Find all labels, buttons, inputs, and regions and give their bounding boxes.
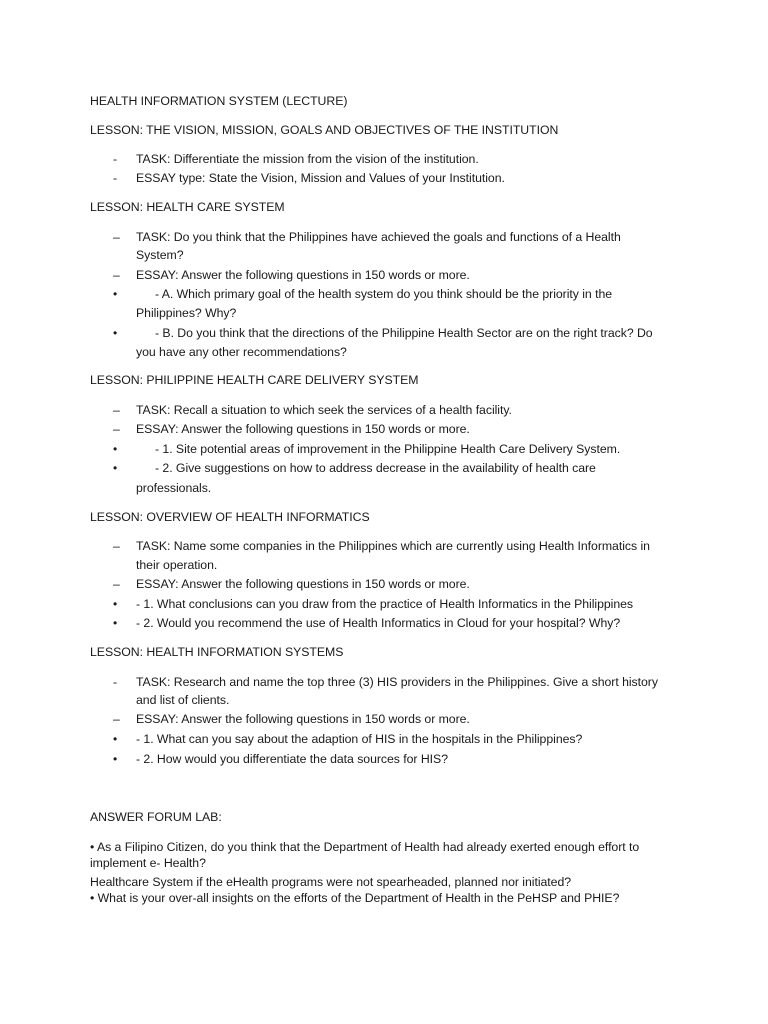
list-marker: – [113, 422, 120, 436]
list-item: TASK: Differentiate the mission from the vision of the institution. [136, 152, 479, 166]
list-item: TASK: Recall a situation to which seek the services of a health facility. [136, 403, 512, 417]
list-item: - B. Do you think that the directions of the Philippine Health Sector are on the right track? Do [155, 326, 653, 340]
list-item: ESSAY: Answer the following questions in 150 words or more. [136, 422, 470, 436]
forum-question-fragment: Healthcare System if the eHealth programs were not spearheaded, planned nor initiated? [90, 875, 572, 889]
list-item: TASK: Research and name the top three (3) HIS providers in the Philippines. Give a short history [136, 675, 658, 689]
document-title: HEALTH INFORMATION SYSTEM (LECTURE) [90, 94, 348, 108]
lesson-heading-health-information-systems: LESSON: HEALTH INFORMATION SYSTEMS [90, 645, 344, 659]
list-item: TASK: Do you think that the Philippines have achieved the goals and functions of a Health [136, 230, 621, 244]
list-item: ESSAY: Answer the following questions in 150 words or more. [136, 577, 470, 591]
list-item: TASK: Name some companies in the Philippines which are currently using Health Informatics in [136, 539, 650, 553]
list-marker: – [113, 577, 120, 591]
bullet-marker: • [113, 461, 118, 475]
list-item: ESSAY type: State the Vision, Mission and Values of your Institution. [136, 171, 505, 185]
forum-question: • As a Filipino Citizen, do you think that the Department of Health had already exerted enough effort to [90, 840, 640, 854]
list-item-continuation: and list of clients. [136, 693, 230, 707]
bullet-marker: • [113, 752, 118, 766]
list-marker: – [113, 712, 120, 726]
bullet-marker: • [113, 287, 118, 301]
bullet-marker: • [113, 442, 118, 456]
lesson-heading-health-care-system: LESSON: HEALTH CARE SYSTEM [90, 200, 285, 214]
list-item-continuation: their operation. [136, 558, 218, 572]
bullet-marker: • [113, 616, 118, 630]
list-item-continuation: professionals. [136, 481, 212, 495]
forum-question-continuation: implement e- Health? [90, 856, 206, 870]
list-marker: – [113, 268, 120, 282]
forum-question: • What is your over-all insights on the efforts of the Department of Health in the PeHSP and PHIE? [90, 891, 620, 905]
list-marker: - [113, 152, 118, 166]
list-item: - 1. What can you say about the adaption of HIS in the hospitals in the Philippines? [136, 732, 583, 746]
forum-heading: ANSWER FORUM LAB: [90, 810, 222, 824]
list-item: ESSAY: Answer the following questions in 150 words or more. [136, 268, 470, 282]
list-item-continuation: System? [136, 248, 184, 262]
list-marker: - [113, 675, 118, 689]
bullet-marker: • [113, 732, 118, 746]
list-marker: – [113, 403, 120, 417]
list-item: - 2. Give suggestions on how to address decrease in the availability of health care [155, 461, 596, 475]
list-item: - 2. How would you differentiate the data sources for HIS? [136, 752, 448, 766]
list-marker: – [113, 539, 120, 553]
list-item: - 1. Site potential areas of improvement in the Philippine Health Care Delivery System. [155, 442, 621, 456]
list-marker: – [113, 230, 120, 244]
lesson-heading-vision-mission: LESSON: THE VISION, MISSION, GOALS AND OBJECTIVES OF THE INSTITUTION [90, 123, 559, 137]
list-item: - 1. What conclusions can you draw from the practice of Health Informatics in the Philippines [136, 597, 634, 611]
list-item: - A. Which primary goal of the health system do you think should be the priority in the [155, 287, 613, 301]
list-item-continuation: Philippines? Why? [136, 306, 237, 320]
list-item: - 2. Would you recommend the use of Health Informatics in Cloud for your hospital? Why? [136, 616, 621, 630]
bullet-marker: • [113, 326, 118, 340]
bullet-marker: • [113, 597, 118, 611]
list-marker: - [113, 171, 118, 185]
lesson-heading-delivery-system: LESSON: PHILIPPINE HEALTH CARE DELIVERY SYSTEM [90, 373, 419, 387]
list-item: ESSAY: Answer the following questions in 150 words or more. [136, 712, 470, 726]
lesson-heading-health-informatics: LESSON: OVERVIEW OF HEALTH INFORMATICS [90, 510, 370, 524]
list-item-continuation: you have any other recommendations? [136, 345, 347, 359]
